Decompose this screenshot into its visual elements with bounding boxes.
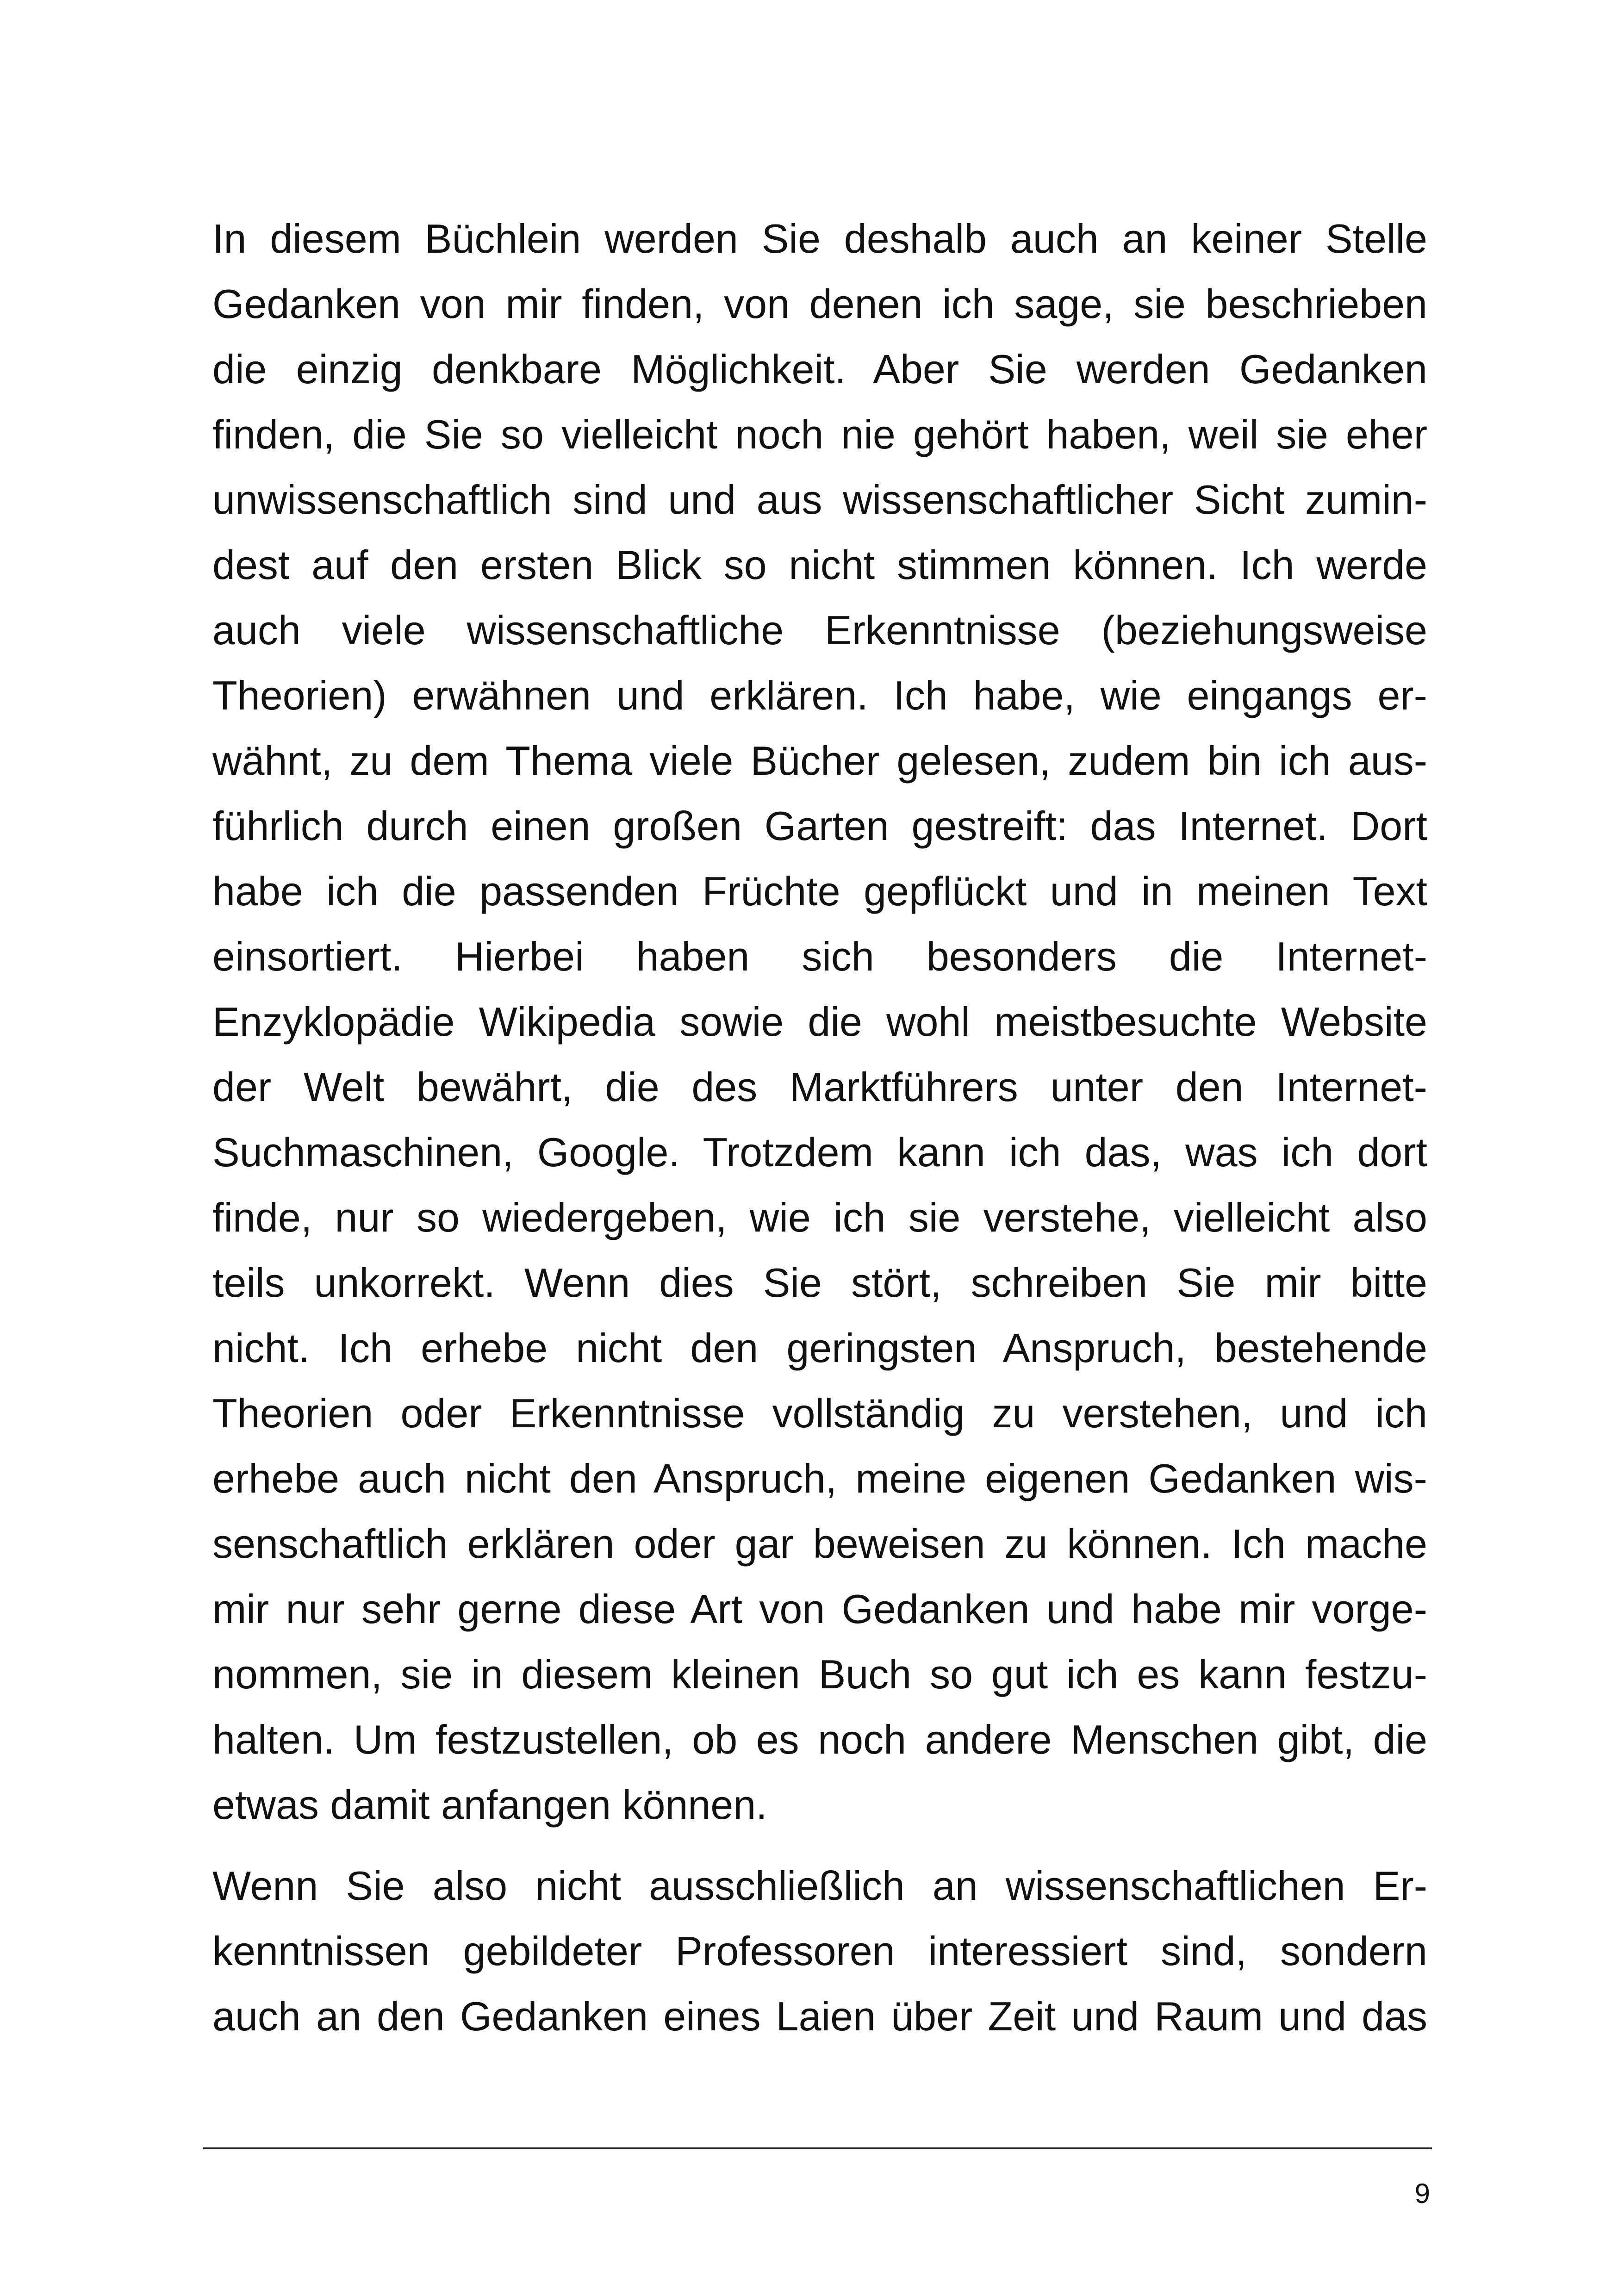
text-line: die einzig denkbare Möglichkeit. Aber Sie werden Gedanken [212,346,1427,392]
text-line: finden, die Sie so vielleicht noch nie gehört haben, weil sie eher [212,411,1427,457]
page-number: 9 [1414,2178,1430,2209]
text-line: Enzyklopädie Wikipedia sowie die wohl meistbesuchte Website [212,999,1427,1045]
footer-divider [203,2147,1432,2149]
text-line: Wenn Sie also nicht ausschließlich an wissenschaftlichen Er- [212,1863,1427,1909]
body-text [212,206,1427,2049]
text-line: erhebe auch nicht den Anspruch, meine eigenen Gedanken wis- [212,1456,1427,1501]
text-line: auch an den Gedanken eines Laien über Zeit und Raum und das [212,1993,1427,2039]
text-line: In diesem Büchlein werden Sie deshalb auch an keiner Stelle [212,216,1427,261]
text-line: Theorien) erwähnen und erklären. Ich habe, wie eingangs er- [212,672,1427,718]
text-line: einsortiert. Hierbei haben sich besonders die Internet- [212,933,1427,979]
paragraph-1 [212,206,1427,1837]
text-line: mir nur sehr gerne diese Art von Gedanken und habe mir vorge- [212,1586,1427,1632]
text-line: halten. Um festzustellen, ob es noch andere Menschen gibt, die [212,1717,1427,1762]
text-line: führlich durch einen großen Garten gestreift: das Internet. Dort [212,803,1427,849]
text-line: senschaftlich erklären oder gar beweisen zu können. Ich mache [212,1521,1427,1567]
text-line: teils unkorrekt. Wenn dies Sie stört, schreiben Sie mir bitte [212,1260,1427,1306]
text-line: nommen, sie in diesem kleinen Buch so gut ich es kann festzu- [212,1651,1427,1697]
paragraph-2 [212,1853,1427,2049]
text-line: Theorien oder Erkenntnisse vollständig zu verstehen, und ich [212,1390,1427,1436]
text-line: kenntnissen gebildeter Professoren interessiert sind, sondern [212,1928,1427,1974]
text-line: finde, nur so wiedergeben, wie ich sie verstehe, vielleicht also [212,1195,1427,1240]
text-line: nicht. Ich erhebe nicht den geringsten Anspruch, bestehende [212,1325,1427,1371]
text-line: auch viele wissenschaftliche Erkenntnisse (beziehungsweise [212,607,1427,653]
text-line: dest auf den ersten Blick so nicht stimmen können. Ich werde [212,542,1427,588]
text-line: etwas damit anfangen können. [212,1782,767,1828]
text-line: wähnt, zu dem Thema viele Bücher gelesen, zudem bin ich aus- [212,738,1427,784]
text-line: der Welt bewährt, die des Marktführers unter den Internet- [212,1064,1427,1110]
text-line: Gedanken von mir finden, von denen ich sage, sie beschrieben [212,281,1427,327]
text-line: unwissenschaftlich sind und aus wissenschaftlicher Sicht zumin- [212,477,1427,523]
text-line: habe ich die passenden Früchte gepflückt und in meinen Text [212,868,1427,914]
text-line: Suchmaschinen, Google. Trotzdem kann ich das, was ich dort [212,1129,1427,1175]
